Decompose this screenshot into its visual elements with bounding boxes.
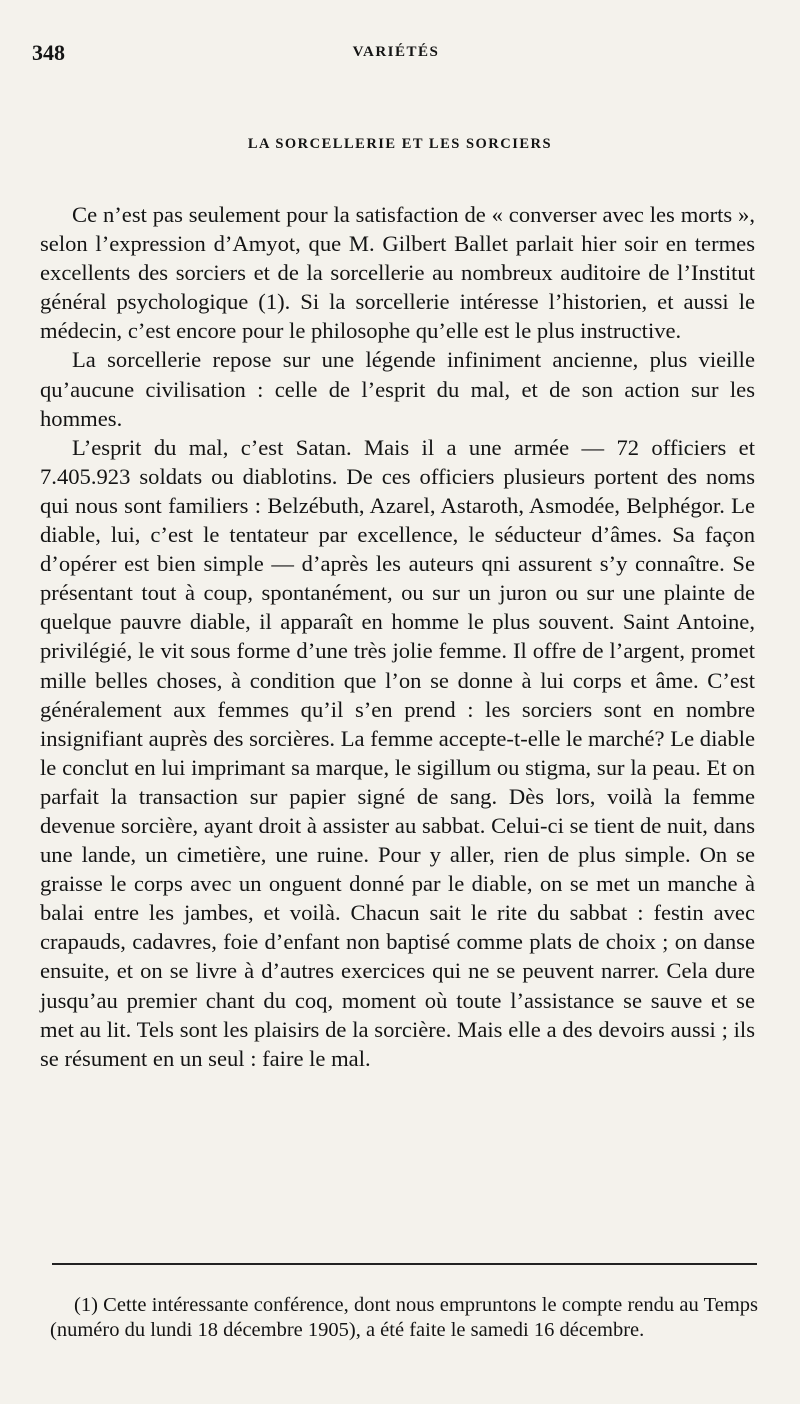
- footnote-divider: [52, 1263, 757, 1265]
- paragraph: Ce n’est pas seulement pour la satisfaction de « converser avec les morts », selon l’expression d’Amyot, que M. Gilbert Ballet parlait hier soir en termes excellents des sorciers et de la sorcellerie au nombreux auditoire de l’Institut général psychologique (1). Si la sorcellerie intéresse l’historien, et aussi le médecin, c’est encore pour le philosophe qu’elle est le plus instructive.: [40, 202, 755, 344]
- paragraph: La sorcellerie repose sur une légende infiniment ancienne, plus vieille qu’aucune civilisation : celle de l’esprit du mal, et de son action sur les hommes.: [40, 347, 755, 431]
- article-title: LA SORCELLERIE ET LES SORCIERS: [247, 136, 553, 152]
- running-header: [32, 40, 760, 70]
- article-body: [40, 200, 755, 1073]
- paragraph: L’esprit du mal, c’est Satan. Mais il a une armée — 72 officiers et 7.405.923 soldats ou diablotins. De ces officiers plusieurs portent des noms qui nous sont familiers : Belzébuth, Azarel, Astaroth, Asmodée, Belphégor. Le diable, lui, c’est le tentateur par excellence, le séducteur d’âmes. Sa façon d’opérer est bien simple — d’après les auteurs qni assurent s’y connaître. Se présentant tout à coup, spontanément, ou sur un juron ou sur une plainte de quelque pauvre diable, il apparaît en homme le plus souvent. Saint Antoine, privilégié, le vit sous forme d’une très jolie femme. Il offre de l’argent, promet mille belles choses, à condition que l’on se donne à lui corps et âme. C’est généralement aux femmes qu’il s’en prend : les sorciers sont en nombre insignifiant auprès des sorcières. La femme accepte-t-elle le marché? Le diable le conclut en lui imprimant sa marque, le sigillum ou stigma, sur la peau. Et on parfait la transaction sur papier signé de sang. Dès lors, voilà la femme devenue sorcière, ayant droit à assister au sabbat. Celui-ci se tient de nuit, dans une lande, un cimetière, une ruine. Pour y aller, rien de plus simple. On se graisse le corps avec un onguent donné par le diable, on se met un manche à balai entre les jambes, et voilà. Chacun sait le rite du sabbat : festin avec crapauds, cadavres, foie d’enfant non baptisé comme plats de choix ; on danse ensuite, et on se livre à d’autres exercices qui ne se peuvent narrer. Cela dure jusqu’au premier chant du coq, moment où toute l’assistance se sauve et se met au lit. Tels sont les plaisirs de la sorcière. Mais elle a des devoirs aussi ; ils se résument en un seul : faire le mal.: [40, 434, 755, 1071]
- footnote: [50, 1293, 758, 1343]
- section-heading: VARIÉTÉS: [352, 44, 440, 60]
- page-number: 348: [32, 40, 65, 65]
- footnote-text: (1) Cette intéressante conférence, dont nous empruntons le compte rendu au Temps (numéro du lundi 18 décembre 1905), a été faite le samedi 16 décembre.: [50, 1294, 758, 1341]
